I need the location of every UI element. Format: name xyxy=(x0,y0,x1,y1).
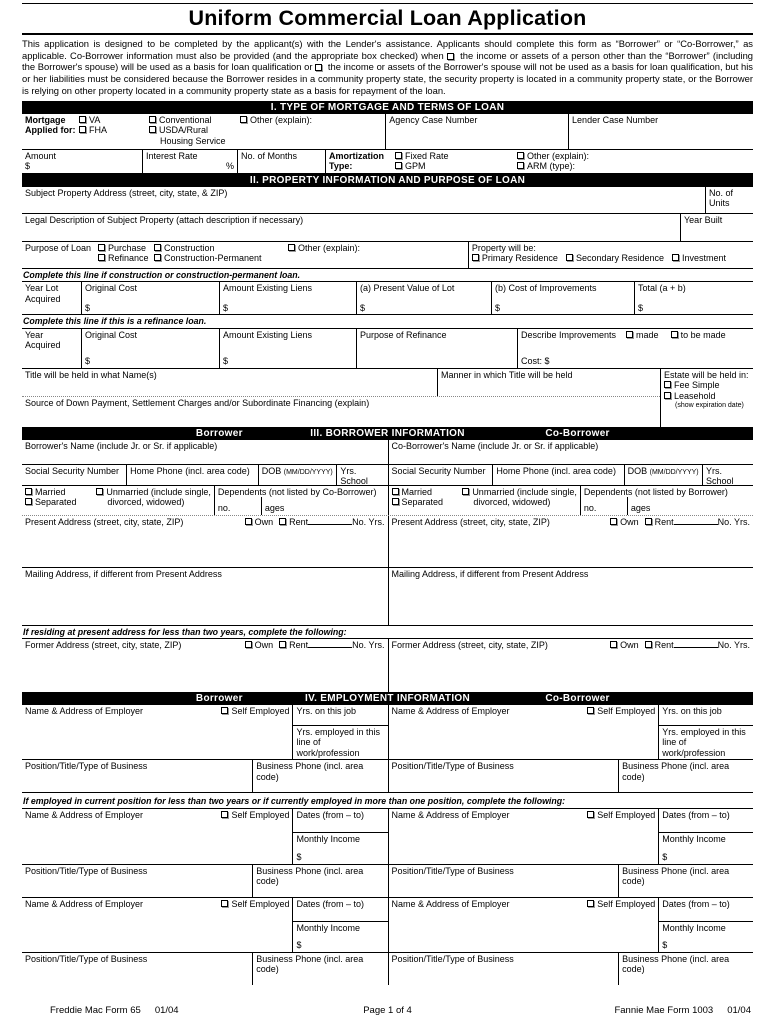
coborrower-mailing-address-field[interactable]: Mailing Address, if different from Present Address xyxy=(388,568,754,625)
cost-improvements-field[interactable]: (b) Cost of Improvements $ xyxy=(492,282,635,314)
borrower-dependents-no-field[interactable]: no. xyxy=(215,497,262,515)
borrower-business-phone-2-field[interactable]: Business Phone (incl. area code) xyxy=(252,865,387,897)
section2-header-bar xyxy=(22,174,753,187)
borrower-self-employed-3-checkbox[interactable] xyxy=(221,900,228,907)
property-will-be-label: Property will be: xyxy=(471,242,536,253)
construction-permanent-checkbox[interactable] xyxy=(154,254,161,261)
subject-property-row xyxy=(22,187,753,214)
secondary-residence-checkbox[interactable] xyxy=(566,254,573,261)
names-row xyxy=(22,440,753,465)
no-of-months-field[interactable]: No. of Months xyxy=(238,150,326,173)
interest-rate-field[interactable]: Interest Rate % xyxy=(143,150,238,173)
coborrower-yrs-col-1 xyxy=(658,705,753,759)
purchase-checkbox[interactable] xyxy=(98,244,105,251)
gpm-checkbox[interactable] xyxy=(395,162,402,169)
other-mortgage-checkbox[interactable] xyxy=(240,116,247,123)
borrower-position-2-field[interactable]: Position/Title/Type of Business xyxy=(25,865,148,876)
coborrower-unmarried-checkbox[interactable] xyxy=(462,488,469,495)
coborrower-separated-checkbox[interactable] xyxy=(392,498,399,505)
coborrower-dates-3-field[interactable]: Dates (from – to) xyxy=(659,898,753,922)
fha-checkbox[interactable] xyxy=(79,126,86,133)
construction-note: Complete this line if construction or construction-permanent loan. xyxy=(23,269,301,280)
mortgage-type-row xyxy=(22,114,753,150)
title-rule xyxy=(22,33,753,35)
improvements-cost-field[interactable]: Cost: $ xyxy=(521,356,550,367)
borrower-married-checkbox[interactable] xyxy=(25,488,32,495)
borrower-former-own-checkbox[interactable] xyxy=(245,641,252,648)
subject-property-address-field[interactable]: Subject Property Address (street, city, state, & ZIP) xyxy=(25,187,228,198)
amortization-type-cell xyxy=(326,150,753,173)
borrower-present-own-checkbox[interactable] xyxy=(245,518,252,525)
coborrower-business-phone-1-field[interactable]: Business Phone (incl. area code) xyxy=(618,760,753,792)
borrower-position-1-field[interactable]: Position/Title/Type of Business xyxy=(25,761,148,772)
borrower-dob-field[interactable]: DOB (MM/DD/YYYY) xyxy=(258,465,337,485)
intro-text-1: This application is designed to be completed by the applicant(s) with the Lender's assistance. Applicants should complete this form as “Borrower” or “Co-Borrower,” as applicable. Co-Borrower information must also be provided (and the appropriate box checked) when xyxy=(22,38,753,61)
borrower-dependents-ages-field[interactable]: ages xyxy=(264,503,285,514)
former-address-row xyxy=(22,638,753,692)
mailing-address-row xyxy=(22,568,753,626)
coborrower-present-yrs-blank[interactable] xyxy=(674,517,718,525)
borrower-present-address-field[interactable]: Present Address (street, city, state, ZIP) Own Rent No. Yrs. xyxy=(25,516,385,527)
describe-improvements-cell: Describe Improvements made to be made Cost: $ xyxy=(518,329,753,368)
original-cost-field[interactable]: Original Cost $ xyxy=(82,282,220,314)
coborrower-marital-cell: Married Separated Unmarried (include single, divorced, widowed) xyxy=(389,486,580,515)
lender-case-number-field[interactable]: Lender Case Number xyxy=(568,114,753,149)
estate-held-label: Estate will be held in: xyxy=(664,369,749,380)
intro-paragraph xyxy=(22,38,753,97)
coborrower-dependents-no-field[interactable]: no. xyxy=(581,497,628,515)
refinance-checkbox[interactable] xyxy=(98,254,105,261)
va-fha-options: VA FHA xyxy=(79,115,149,148)
other-amortization-checkbox[interactable] xyxy=(517,152,524,159)
top-rule xyxy=(22,3,753,4)
coborrower-self-employed-1-checkbox[interactable] xyxy=(587,707,594,714)
title-estate-block xyxy=(22,369,753,427)
loan-terms-row xyxy=(22,150,753,174)
borrower-present-rent-checkbox[interactable] xyxy=(279,518,286,525)
refinance-note: Complete this line if this is a refinance loan. xyxy=(23,316,207,327)
position-row-3 xyxy=(22,953,753,985)
present-value-lot-field[interactable]: (a) Present Value of Lot $ xyxy=(357,282,492,314)
employed-note: If employed in current position for less than two years or if currently employed in more than one position, complete the following: xyxy=(23,796,566,807)
borrower-unmarried-checkbox[interactable] xyxy=(96,488,103,495)
improvements-to-be-made-checkbox[interactable] xyxy=(671,331,678,338)
coborrower-yrs-school-field[interactable]: Yrs. School xyxy=(702,465,753,485)
borrower-marital-cell: Married Separated Unmarried (include single, divorced, widowed) xyxy=(22,486,214,515)
coborrower-employer-1-field[interactable]: Name & Address of Employer Self Employed xyxy=(391,706,656,717)
coborrower-employer-3-field[interactable]: Name & Address of Employer Self Employed xyxy=(391,898,656,909)
va-checkbox[interactable] xyxy=(79,116,86,123)
borrower-self-employed-2-checkbox[interactable] xyxy=(221,811,228,818)
coborrower-monthly-income-3-field[interactable]: Monthly Income $ xyxy=(662,922,726,951)
coborrower-dates-2-field[interactable]: Dates (from – to) xyxy=(659,809,753,833)
amount-field[interactable]: Amount $ xyxy=(22,150,143,173)
coborrower-former-address-field[interactable]: Former Address (street, city, state, ZIP) Own Rent No. Yrs. xyxy=(388,639,754,692)
borrower-dates-2-field[interactable]: Dates (from – to) xyxy=(293,809,387,833)
section4-header-bar xyxy=(22,692,753,705)
coborrower-present-rent-checkbox[interactable] xyxy=(645,518,652,525)
coborrower-yrs-on-job-field[interactable]: Yrs. on this job xyxy=(659,705,753,726)
section4-title: IV. EMPLOYMENT INFORMATION xyxy=(304,693,471,705)
section3-header-bar xyxy=(22,427,753,440)
leasehold-checkbox[interactable] xyxy=(664,392,671,399)
refi-existing-liens-field[interactable]: Amount Existing Liens $ xyxy=(220,329,357,368)
coborrower-dependents-cell: Dependents (not listed by Borrower) no. ages xyxy=(580,486,753,515)
manner-title-held-field[interactable]: Manner in which Title will be held xyxy=(437,369,660,396)
coborrower-ssn-group xyxy=(388,465,754,485)
coborrower-business-phone-3-field[interactable]: Business Phone (incl. area code) xyxy=(618,953,753,985)
borrower-separated-checkbox[interactable] xyxy=(25,498,32,505)
estate-held-cell: Estate will be held in: Fee Simple Leasehold (show expiration date) xyxy=(660,369,753,427)
conventional-usda-options: Conventional USDA/Rural Housing Service xyxy=(149,115,240,148)
purpose-of-loan-label: Purpose of Loan xyxy=(25,242,92,253)
section1-header-bar xyxy=(22,101,753,114)
fee-simple-checkbox[interactable] xyxy=(664,381,671,388)
coborrower-former-own-checkbox[interactable] xyxy=(610,641,617,648)
coborrower-self-employed-2-checkbox[interactable] xyxy=(587,811,594,818)
year-lot-acquired-field[interactable]: Year Lot Acquired xyxy=(22,282,82,314)
other-arm-options: Other (explain): ARM (type): xyxy=(517,151,589,172)
usda-checkbox[interactable] xyxy=(149,126,156,133)
borrower-business-phone-3-field[interactable]: Business Phone (incl. area code) xyxy=(252,953,387,985)
borrower-employment-1 xyxy=(22,705,388,759)
position-row-1 xyxy=(22,760,753,793)
purpose-of-refinance-field[interactable]: Purpose of Refinance xyxy=(357,329,518,368)
coborrower-marital-group xyxy=(388,486,754,515)
borrower-dates-3-field[interactable]: Dates (from – to) xyxy=(293,898,387,922)
coborrower-business-phone-2-field[interactable]: Business Phone (incl. area code) xyxy=(618,865,753,897)
borrower-dependents-cell: Dependents (not listed by Co-Borrower) no. ages xyxy=(214,486,388,515)
ssn-row xyxy=(22,465,753,486)
borrower-position-3-field[interactable]: Position/Title/Type of Business xyxy=(25,953,148,964)
income-assets-other-checkbox[interactable] xyxy=(447,53,454,60)
page-number: Page 1 of 4 xyxy=(363,1004,412,1016)
borrower-former-address-field[interactable]: Former Address (street, city, state, ZIP) Own Rent No. Yrs. xyxy=(25,640,385,651)
coborrower-ssn-field[interactable]: Social Security Number xyxy=(391,465,486,476)
borrower-employer-1-field[interactable]: Name & Address of Employer Self Employed xyxy=(25,706,290,717)
borrower-marital-group xyxy=(22,486,388,515)
other-purpose-checkbox[interactable] xyxy=(288,244,295,251)
purpose-of-loan-cell: Purpose of Loan Purchase Construction Other (explain): Refinance Construction-Permanent xyxy=(22,242,468,268)
coborrower-monthly-income-2-field[interactable]: Monthly Income $ xyxy=(662,833,726,863)
coborrower-former-yrs-blank[interactable] xyxy=(674,640,718,648)
section4-coborrower-label: Co-Borrower xyxy=(545,693,610,705)
borrower-present-yrs-blank[interactable] xyxy=(308,517,352,525)
coborrower-former-rent-checkbox[interactable] xyxy=(645,641,652,648)
other-mortgage-option: Other (explain): xyxy=(240,115,312,148)
coborrower-home-phone-field[interactable]: Home Phone (incl. area code) xyxy=(492,465,623,485)
borrower-mailing-address-field[interactable]: Mailing Address, if different from Present Address xyxy=(25,568,222,579)
borrower-monthly-income-3-field[interactable]: Monthly Income $ xyxy=(296,922,360,951)
existing-liens-field[interactable]: Amount Existing Liens $ xyxy=(220,282,357,314)
borrower-former-yrs-blank[interactable] xyxy=(308,640,352,648)
year-built-field[interactable]: Year Built xyxy=(680,214,753,241)
coborrower-employment-1 xyxy=(388,705,754,759)
employment-row-1 xyxy=(22,705,753,760)
section3-borrower-label: Borrower xyxy=(195,427,243,439)
section3-coborrower-label: Co-Borrower xyxy=(545,427,610,439)
source-down-payment-field[interactable]: Source of Down Payment, Settlement Charges and/or Subordinate Financing (explain) xyxy=(25,397,370,408)
borrower-yrs-on-job-field[interactable]: Yrs. on this job xyxy=(293,705,387,726)
borrower-home-phone-field[interactable]: Home Phone (incl. area code) xyxy=(126,465,258,485)
borrower-former-rent-checkbox[interactable] xyxy=(279,641,286,648)
title-held-names-field[interactable]: Title will be held in what Name(s) xyxy=(25,369,157,380)
coborrower-present-own-checkbox[interactable] xyxy=(610,518,617,525)
intro-text-2: the income or assets of a person other than the “Borrower” (including the Borrower's spouse) will be used as a basis for loan qualification or xyxy=(22,49,754,73)
residing-note: If residing at present address for less than two years, complete the following: xyxy=(23,626,347,637)
mortgage-applied-cell xyxy=(22,114,385,149)
present-address-row xyxy=(22,516,753,568)
conventional-checkbox[interactable] xyxy=(149,116,156,123)
footer-left: Freddie Mac Form 65 01/04 xyxy=(50,1004,179,1016)
arm-type-checkbox[interactable] xyxy=(517,162,524,169)
mortgage-applied-label: Mortgage Applied for: xyxy=(25,114,76,136)
investment-checkbox[interactable] xyxy=(672,254,679,261)
coborrower-dob-field[interactable]: DOB (MM/DD/YYYY) xyxy=(624,465,702,485)
agency-case-number-field[interactable]: Agency Case Number xyxy=(385,114,568,149)
coborrower-employer-2-field[interactable]: Name & Address of Employer Self Employed xyxy=(391,809,656,820)
borrower-business-phone-1-field[interactable]: Business Phone (incl. area code) xyxy=(252,760,387,792)
coborrower-yrs-in-line-field[interactable]: Yrs. employed in this line of work/profession xyxy=(662,726,746,758)
borrower-name-field[interactable]: Borrower's Name (include Jr. or Sr. if applicable) xyxy=(25,440,218,451)
purpose-of-loan-row xyxy=(22,242,753,269)
position-row-2 xyxy=(22,865,753,898)
section2-title: II. PROPERTY INFORMATION AND PURPOSE OF LOAN xyxy=(249,174,526,186)
section4-borrower-label: Borrower xyxy=(195,693,243,705)
property-will-be-cell: Property will be: Primary Residence Secondary Residence Investment xyxy=(468,242,753,268)
no-of-units-field[interactable]: No. of Units xyxy=(705,187,753,213)
legal-description-row xyxy=(22,214,753,242)
coborrower-name-field[interactable]: Co-Borrower's Name (include Jr. or Sr. if applicable) xyxy=(388,440,754,464)
coborrower-self-employed-3-checkbox[interactable] xyxy=(587,900,594,907)
coborrower-married-checkbox[interactable] xyxy=(392,488,399,495)
refi-original-cost-field[interactable]: Original Cost $ xyxy=(82,329,220,368)
borrower-ssn-field[interactable]: Social Security Number xyxy=(25,465,120,476)
legal-description-field[interactable]: Legal Description of Subject Property (attach description if necessary) xyxy=(25,214,304,225)
borrower-ssn-group xyxy=(22,465,388,485)
footer-right: Fannie Mae Form 1003 01/04 xyxy=(614,1004,751,1016)
primary-residence-checkbox[interactable] xyxy=(472,254,479,261)
fixed-rate-checkbox[interactable] xyxy=(395,152,402,159)
borrower-self-employed-1-checkbox[interactable] xyxy=(221,707,228,714)
page-footer xyxy=(22,1006,753,1017)
intro-text-3: the income or assets of the Borrower's spouse will not be used as a basis for loan qualification, but his or her liabilities must be considered because the Borrower resides in a community property state, the security property is located in a community property state, or the Borrower is relying on other property located in a community property state as a basis for repayment of the loan. xyxy=(22,61,753,96)
borrower-yrs-in-line-field[interactable]: Yrs. employed in this line of work/profession xyxy=(296,726,381,758)
borrower-employer-2-field[interactable]: Name & Address of Employer Self Employed xyxy=(25,809,290,820)
construction-checkbox[interactable] xyxy=(154,244,161,251)
employment-row-2 xyxy=(22,808,753,865)
coborrower-position-3-field[interactable]: Position/Title/Type of Business xyxy=(391,953,514,964)
coborrower-dependents-ages-field[interactable]: ages xyxy=(630,503,651,514)
fixed-gpm-options: Fixed Rate GPM xyxy=(395,151,517,172)
spouse-assets-checkbox[interactable] xyxy=(315,64,322,71)
loan-application-page xyxy=(0,3,770,1016)
page-title: Uniform Commercial Loan Application xyxy=(188,6,587,30)
coborrower-position-2-field[interactable]: Position/Title/Type of Business xyxy=(391,865,514,876)
title-manner-row xyxy=(22,369,660,397)
coborrower-position-1-field[interactable]: Position/Title/Type of Business xyxy=(391,761,514,772)
expiration-date-hint: (show expiration date) xyxy=(675,402,744,410)
employment-row-3 xyxy=(22,898,753,953)
year-acquired-field[interactable]: Year Acquired xyxy=(22,329,82,368)
borrower-monthly-income-2-field[interactable]: Monthly Income $ xyxy=(296,833,360,863)
coborrower-present-address-field[interactable]: Present Address (street, city, state, ZIP) Own Rent No. Yrs. xyxy=(388,516,754,567)
refinance-table-row xyxy=(22,328,753,369)
amortization-label: Amortization Type: xyxy=(329,150,384,172)
borrower-employer-3-field[interactable]: Name & Address of Employer Self Employed xyxy=(25,898,290,909)
borrower-yrs-col-1 xyxy=(292,705,387,759)
total-a-b-field[interactable]: Total (a + b) $ xyxy=(638,283,686,313)
construction-table-row xyxy=(22,281,753,315)
section1-title: I. TYPE OF MORTGAGE AND TERMS OF LOAN xyxy=(270,101,505,113)
marital-status-row xyxy=(22,486,753,516)
section3-title: III. BORROWER INFORMATION xyxy=(310,427,465,439)
improvements-made-checkbox[interactable] xyxy=(626,331,633,338)
borrower-yrs-school-field[interactable]: Yrs. School xyxy=(336,465,387,485)
